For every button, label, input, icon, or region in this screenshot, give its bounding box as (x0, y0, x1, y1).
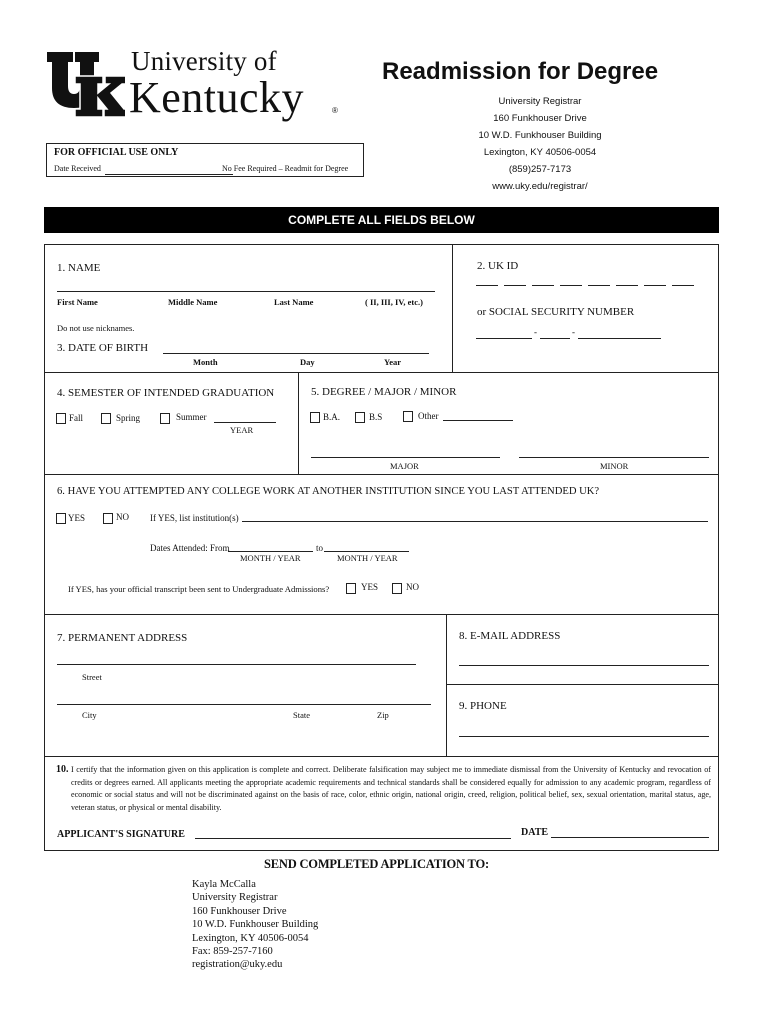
major-label: MAJOR (390, 461, 419, 471)
bs-checkbox[interactable] (355, 412, 365, 423)
state-label: State (293, 710, 310, 720)
date-field[interactable] (551, 837, 709, 838)
phone-field[interactable] (459, 736, 709, 737)
semester-year-label: YEAR (230, 425, 254, 435)
divider (446, 614, 447, 756)
address-label: 7. PERMANENT ADDRESS (57, 632, 188, 644)
first-name-label: First Name (57, 297, 98, 307)
divider (298, 372, 299, 474)
name-field[interactable] (57, 291, 435, 292)
divider (452, 244, 453, 372)
transcript-yes-checkbox[interactable] (346, 583, 356, 594)
from-date-field[interactable] (228, 551, 313, 552)
zip-label: Zip (377, 710, 389, 720)
street-field[interactable] (57, 664, 416, 665)
banner-text: COMPLETE ALL FIELDS BELOW (288, 213, 475, 227)
signature-field[interactable] (195, 838, 511, 839)
from-month-year-label: MONTH / YEAR (240, 553, 301, 563)
minor-label: MINOR (600, 461, 629, 471)
send-line: Kayla McCalla (192, 879, 256, 890)
divider (446, 684, 719, 685)
send-line: Lexington, KY 40506-0054 (192, 932, 309, 944)
city-label: City (82, 710, 97, 720)
send-address (192, 878, 318, 972)
city-state-zip-field[interactable] (57, 704, 431, 705)
transcript-yes-label: YES (361, 582, 379, 592)
semester-year-field[interactable] (214, 422, 276, 423)
send-line: 160 Funkhouser Drive (192, 905, 287, 917)
summer-checkbox[interactable] (160, 413, 170, 424)
institutions-label: If YES, list institution(s) (150, 513, 239, 523)
spring-label: Spring (116, 413, 141, 423)
send-email-link[interactable]: registration@uky.edu (192, 959, 283, 971)
dob-month-label: Month (193, 357, 218, 367)
major-field[interactable] (311, 457, 500, 458)
no-fee-text: No Fee Required – Readmit for Degree (222, 164, 349, 173)
certify-number: 10. (56, 764, 69, 775)
ba-checkbox[interactable] (310, 412, 320, 423)
ssn-label: or SOCIAL SECURITY NUMBER (477, 306, 635, 318)
dob-day-label: Day (300, 357, 315, 367)
dob-label: 3. DATE OF BIRTH (57, 342, 149, 354)
registered-mark-icon: ® (332, 106, 338, 115)
email-field[interactable] (459, 665, 709, 666)
send-line: 10 W.D. Funkhouser Building (192, 919, 319, 931)
suffix-label: ( II, III, IV, etc.) (365, 297, 423, 307)
to-date-field[interactable] (324, 551, 409, 552)
registrar-line: Lexington, KY 40506-0054 (483, 147, 597, 158)
fall-checkbox[interactable] (56, 413, 66, 424)
office-use-box (46, 143, 364, 177)
page-title: Readmission for Degree (382, 58, 659, 85)
certify-text: I certify that the information given on this application is complete and correct. Deliberate falsification may subject me to immediate dismissal from the University of Kentucky and revocation of credits or degrees earned. All applicants meeting the appropriate academic requirements and technical standards shall be considered equally for admission to any academic program, regardless of economic or social status and will not be discriminated against on the basis of race, color, ethnic origin, national origin, creed, religion, political belief, sex, sexual orientation, marital status, age, veteran status, or physical or mental disability. (71, 765, 711, 812)
registrar-line: 160 Funkhouser Drive (493, 113, 587, 124)
name-label: 1. NAME (57, 262, 101, 274)
dob-field[interactable] (163, 353, 429, 354)
dob-year-label: Year (384, 357, 401, 367)
date-label: DATE (521, 827, 549, 838)
date-received-field[interactable] (105, 174, 233, 175)
college-no-label: NO (116, 512, 129, 522)
send-line: Fax: 859-257-7160 (192, 946, 273, 958)
nickname-note: Do not use nicknames. (57, 323, 135, 333)
dates-attended-label: Dates Attended: From (150, 543, 230, 553)
transcript-question: If YES, has your official transcript been sent to Undergraduate Admissions? (68, 584, 330, 594)
other-label: Other (418, 411, 439, 421)
uk-logo-mark-icon (45, 46, 125, 118)
phone-label: 9. PHONE (459, 700, 507, 712)
registrar-line: (859)257-7173 (508, 164, 572, 175)
transcript-no-checkbox[interactable] (392, 583, 402, 594)
fall-label: Fall (69, 413, 84, 423)
institutions-field[interactable] (242, 521, 708, 522)
semester-label: 4. SEMESTER OF INTENDED GRADUATION (57, 387, 275, 399)
instructions-banner (44, 207, 719, 233)
degree-label: 5. DEGREE / MAJOR / MINOR (311, 386, 457, 398)
to-label: to (316, 543, 324, 553)
divider (44, 372, 719, 373)
logo-kentucky: Kentucky (129, 73, 305, 122)
college-no-checkbox[interactable] (103, 513, 113, 524)
date-received-label: Date Received (54, 164, 101, 173)
spring-checkbox[interactable] (101, 413, 111, 424)
minor-field[interactable] (519, 457, 709, 458)
registrar-line: University Registrar (498, 96, 582, 107)
divider (44, 756, 719, 757)
summer-label: Summer (176, 412, 207, 422)
uk-logo (45, 46, 345, 121)
divider (44, 614, 719, 615)
other-checkbox[interactable] (403, 411, 413, 422)
bs-label: B.S (369, 412, 383, 422)
signature-label: APPLICANT'S SIGNATURE (57, 829, 185, 840)
send-line: University Registrar (192, 892, 278, 904)
registrar-address (465, 93, 615, 195)
office-use-heading: FOR OFFICIAL USE ONLY (54, 147, 179, 158)
to-month-year-label: MONTH / YEAR (337, 553, 398, 563)
street-label: Street (82, 672, 102, 682)
last-name-label: Last Name (274, 297, 314, 307)
email-label: 8. E-MAIL ADDRESS (459, 630, 561, 642)
middle-name-label: Middle Name (168, 297, 218, 307)
logo-university-of: University of (131, 46, 277, 76)
ukid-label: 2. UK ID (477, 260, 519, 272)
college-yes-label: YES (68, 513, 86, 523)
ba-label: B.A. (323, 412, 341, 422)
divider (44, 474, 719, 475)
college-yes-checkbox[interactable] (56, 513, 66, 524)
college-question: 6. HAVE YOU ATTEMPTED ANY COLLEGE WORK AT ANOTHER INSTITUTION SINCE YOU LAST ATTENDED UK? (57, 486, 600, 497)
other-field[interactable] (443, 420, 513, 421)
send-heading: SEND COMPLETED APPLICATION TO: (264, 857, 489, 871)
registrar-line: 10 W.D. Funkhouser Building (478, 130, 602, 141)
ukid-field[interactable] (476, 285, 698, 295)
ssn-field[interactable]: - - (476, 330, 661, 340)
registrar-url[interactable]: www.uky.edu/registrar/ (492, 181, 588, 192)
transcript-no-label: NO (406, 582, 419, 592)
